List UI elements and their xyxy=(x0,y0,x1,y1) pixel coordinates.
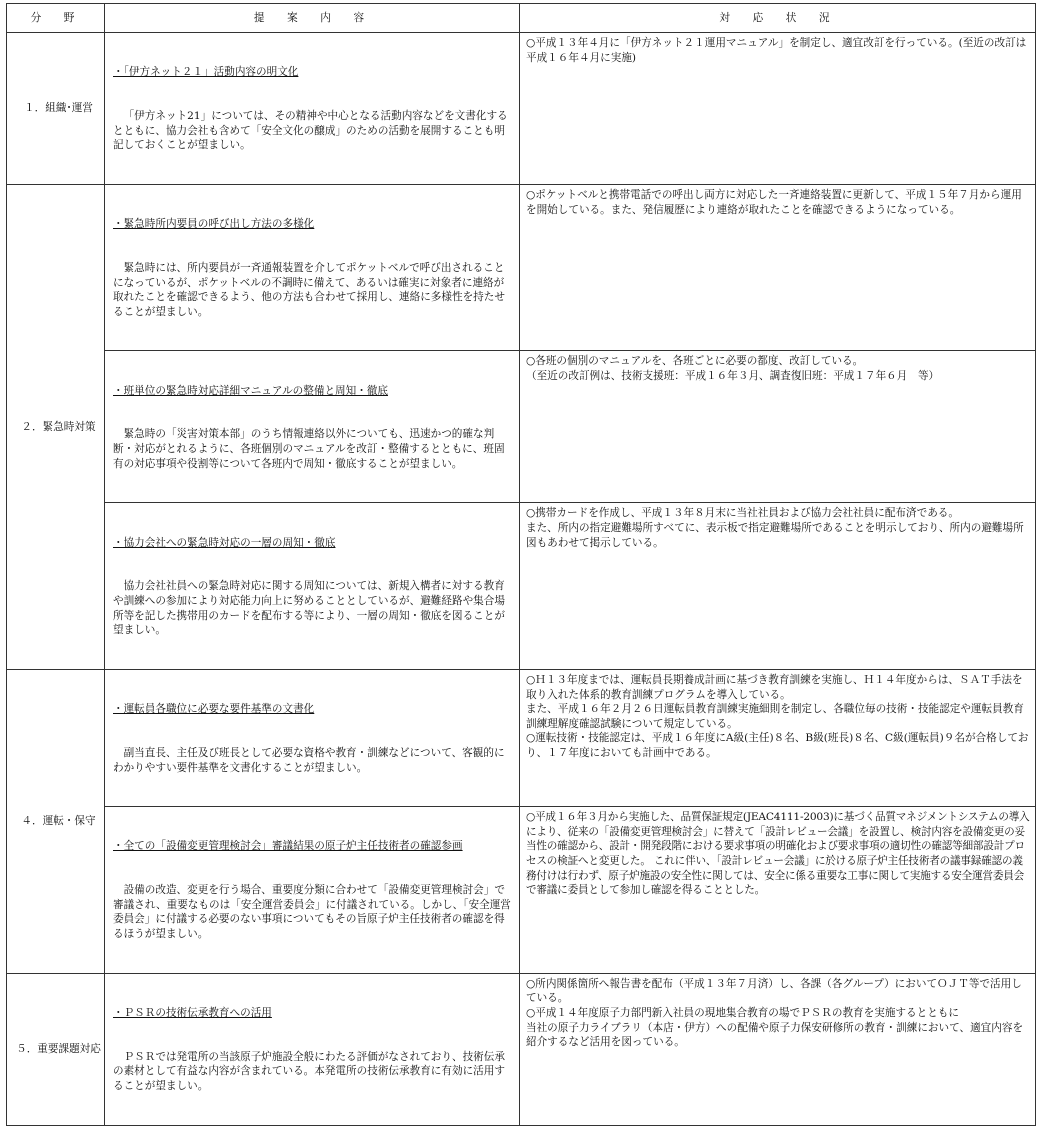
proposal-body: 設備の改造、変更を行う場合、重要度分類に合わせて「設備変更管理検討会」で審議され、重要なものは「安全運営委員会」に付議されている。しかし、「安全運営委員会」に付議する必要のない事項についてもその旨原子炉主任技術者の確認を得るほうが望ましい。 xyxy=(113,884,511,941)
proposal-cell xyxy=(105,184,520,351)
proposal-body: 緊急時の「災害対策本部」のうち情報連絡以外についても、迅速かつ的確な判断・対応がとれるように、各班個別のマニュアルを改訂・整備するとともに、班固有の対応事項や役割等について各班内で周知・徹底することが望ましい。 xyxy=(113,428,505,470)
table-row xyxy=(7,807,1036,974)
proposal-body: 副当直長、主任及び班長として必要な資格や教育・訓練などについて、客観的にわかりやすい要件基準を文書化することが望ましい。 xyxy=(113,746,505,774)
table-row xyxy=(7,669,1036,806)
status-text: ○各班の個別のマニュアルを、各班ごとに必要の都度、改訂している。 （至近の改訂例は、技術支援班：平成１６年３月、調査復旧班：平成１７年６月 等） xyxy=(526,355,940,383)
status-text: ○平成１６年３月から実施した、品質保証規定(JEAC4111-2003)に基づく品質マネジメントシステムの導入により、従来の「設備変更管理検討会」に替えて「設計レビュー会議」を設置し、検討内容を設備変更の妥当性の確認から、設計・開発段階における要求事項の明確化および要求事項の適切性の確認等細部設計プロセスの検証へと変更した。 これに伴い、「設計レビュー会議」に於ける原子炉主任技術者の議事録確認の義務付けは行わず、原子炉施設の安全性に関しては、安全に係る重要な工事に関して実施する安全運営委員会で審議に委員として参加し確認を得ることとした。 xyxy=(526,811,1030,897)
table-row xyxy=(7,184,1036,351)
proposal-title: ・協力会社への緊急時対応の一層の周知・徹底 xyxy=(113,536,336,549)
proposal-title: ・ＰＳＲの技術伝承教育への活用 xyxy=(113,1007,272,1019)
proposal-body: 緊急時には、所内要員が一斉通報装置を介してポケットベルで呼び出されることになっているが、ポケットベルの不調時に備えて、あるいは確実に対象者に連絡が取れたことを確認できるよう、他の方法も合わせて採用し、連絡に多様性を持たせることが望ましい。 xyxy=(113,261,505,318)
proposal-title: ・「伊方ネット２１」活動内容の明文化 xyxy=(113,66,299,79)
status-cell xyxy=(520,184,1036,351)
proposal-title: ・運転員各職位に必要な要件基準の文書化 xyxy=(113,703,315,716)
status-text: ○ポケットベルと携帯電話での呼出し両方に対応した一斉連絡装置に更新して、平成１５年７月から運用を開始している。また、発信履歴により連絡が取れたことを確認できるようになっている。 xyxy=(526,188,1022,216)
field-cell: ５．重要課題対応 xyxy=(7,973,105,1125)
header-proposal: 提 案 内 容 xyxy=(105,4,520,33)
status-text: ○Ｈ１３年度までは、運転員長期養成計画に基づき教育訓練を実施し、Ｈ１４年度からは、ＳＡＴ手法を取り入れた体系的教育訓練プログラムを導入している。 また、平成１６年２月２６日運転員教育訓練実施細則を制定し、各職位毎の技術・技能認定や運転員教育訓練理解度確認試験について規定している。 ○運転技術・技能認定は、平成１６年度にA級(主任)８名、B級(班長)８名、C級(運転員)９名が合格しており、１７年度においても計画中である。 xyxy=(526,673,1029,759)
proposal-body: ＰＳＲでは発電所の当該原子炉施設全般にわたる評価がなされており、技術伝承の素材として有益な内容が含まれている。本発電所の技術伝承教育に有効に活用することが望ましい。 xyxy=(113,1050,505,1092)
table-row xyxy=(7,973,1036,1125)
status-cell xyxy=(520,503,1036,670)
status-text: ○所内関係箇所へ報告書を配布（平成１３年７月済）し、各課（各グループ）においてＯＪＴ等で活用している。 ○平成１４年度原子力部門新入社員の現地集合教育の場でＰＳＲの教育を実施するとともに 当社の原子力ライブラリ（本店・伊方）への配備や原子力保安研修所の教育・訓練において、適宜内容を紹介するなど活用を図っている。 xyxy=(526,977,1024,1049)
status-cell xyxy=(520,973,1036,1125)
proposal-body: 協力会社社員への緊急時対応に関する周知については、新規入構者に対する教育や訓練への参加により対応能力向上に努めることとしているが、避難経路や集合場所等を記した携帯用のカードを配布する等により、一層の周知・徹底を図ることが望ましい。 xyxy=(113,580,505,637)
table-header-row xyxy=(7,4,1036,33)
proposal-title: ・全ての「設備変更管理検討会」審議結果の原子炉主任技術者の確認参画 xyxy=(113,840,463,853)
proposal-title: ・緊急時所内要員の呼び出し方法の多様化 xyxy=(113,218,315,231)
proposal-cell xyxy=(105,807,520,974)
proposal-cell xyxy=(105,351,520,503)
status-cell xyxy=(520,807,1036,974)
field-cell: ２．緊急時対策 xyxy=(7,184,105,669)
status-cell xyxy=(520,33,1036,185)
header-field: 分 野 xyxy=(7,4,105,33)
status-text: ○平成１３年４月に「伊方ネット２１運用マニュアル」を制定し、適宜改訂を行っている。(至近の改訂は平成１６年４月に実施) xyxy=(526,37,1027,64)
proposal-cell xyxy=(105,503,520,670)
proposal-body: 「伊方ネット21」については、その精神や中心となる活動内容などを文書化するとともに、協力会社も含めて「安全文化の醸成」のための活動を展開することも明記しておくことが望ましい。 xyxy=(113,109,508,152)
proposal-status-table xyxy=(6,3,1036,1126)
table-row xyxy=(7,351,1036,503)
status-cell xyxy=(520,669,1036,806)
proposal-cell xyxy=(105,669,520,806)
proposal-title: ・班単位の緊急時対応詳細マニュアルの整備と周知・徹底 xyxy=(113,384,389,397)
proposal-cell xyxy=(105,33,520,185)
header-status: 対 応 状 況 xyxy=(520,4,1036,33)
proposal-cell xyxy=(105,973,520,1125)
status-text: ○携帯カードを作成し、平成１３年８月末に当社社員および協力会社社員に配布済である。 また、所内の指定避難場所すべてに、表示板で指定避難場所であることを明示しており、所内の避難場所図もあわせて掲示している。 xyxy=(526,507,1024,549)
field-cell: １．組織･運営 xyxy=(7,33,105,185)
table-row xyxy=(7,33,1036,185)
field-cell: ４．運転・保守 xyxy=(7,669,105,973)
status-cell xyxy=(520,351,1036,503)
table-row xyxy=(7,503,1036,670)
